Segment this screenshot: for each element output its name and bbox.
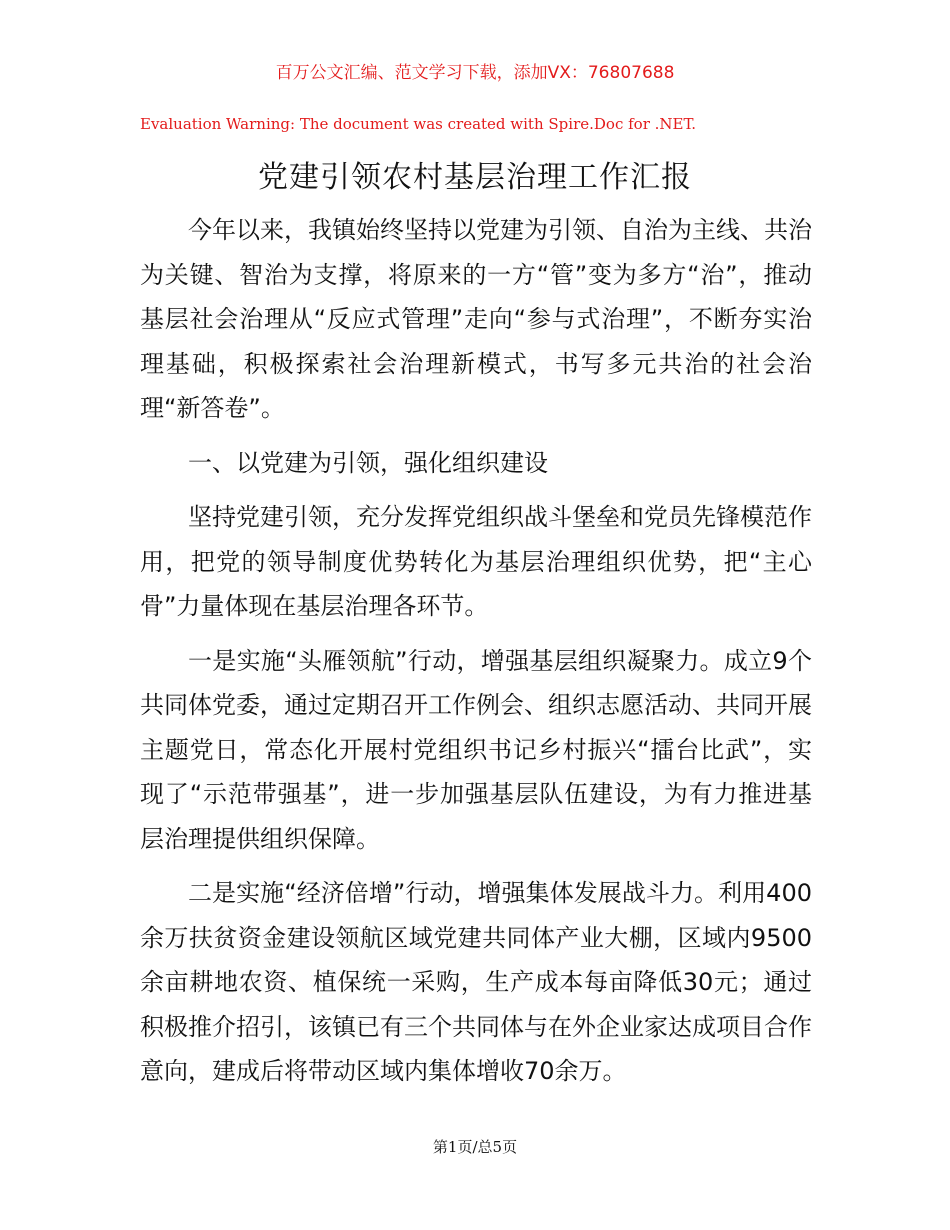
document-body xyxy=(140,208,812,1104)
paragraph-intro: 今年以来，我镇始终坚持以党建为引领、自治为主线、共治为关键、智治为支撑，将原来的一方“管”变为多方“治”，推动基层社会治理从“反应式管理”走向“参与式治理”，不断夯实治理基础，积极探索社会治理新模式，书写多元共治的社会治理“新答卷”。 xyxy=(140,216,812,422)
page-footer: 第1页/总5页 xyxy=(432,1138,518,1156)
paragraph-section-1: 坚持党建引领，充分发挥党组织战斗堡垒和党员先锋模范作用，把党的领导制度优势转化为基层治理组织优势，把“主心骨”力量体现在基层治理各环节。 xyxy=(140,503,812,620)
paragraph-point-1: 一是实施“头雁领航”行动，增强基层组织凝聚力。成立9个共同体党委，通过定期召开工作例会、组织志愿活动、共同开展主题党日，常态化开展村党组织书记乡村振兴“擂台比武”，实现了“示范带强基”，进一步加强基层队伍建设，为有力推进基层治理提供组织保障。 xyxy=(140,646,812,853)
section-heading-1: 一、以党建为引领，强化组织建设 xyxy=(188,448,548,477)
document-title: 党建引领农村基层治理工作汇报 xyxy=(258,160,692,195)
evaluation-warning: Evaluation Warning: The document was created with Spire.Doc for .NET. xyxy=(140,115,697,133)
paragraph-point-2: 二是实施“经济倍增”行动，增强集体发展战斗力。利用400余万扶贫资金建设领航区域党建共同体产业大棚，区域内9500余亩耕地农资、植保统一采购，生产成本每亩降低30元；通过积极推介招引，该镇已有三个共同体与在外企业家达成项目合作意向，建成后将带动区域内集体增收70余万。 xyxy=(140,879,812,1085)
header-ad-banner: 百万公文汇编、范文学习下载，添加VX：76807688 xyxy=(275,63,675,83)
